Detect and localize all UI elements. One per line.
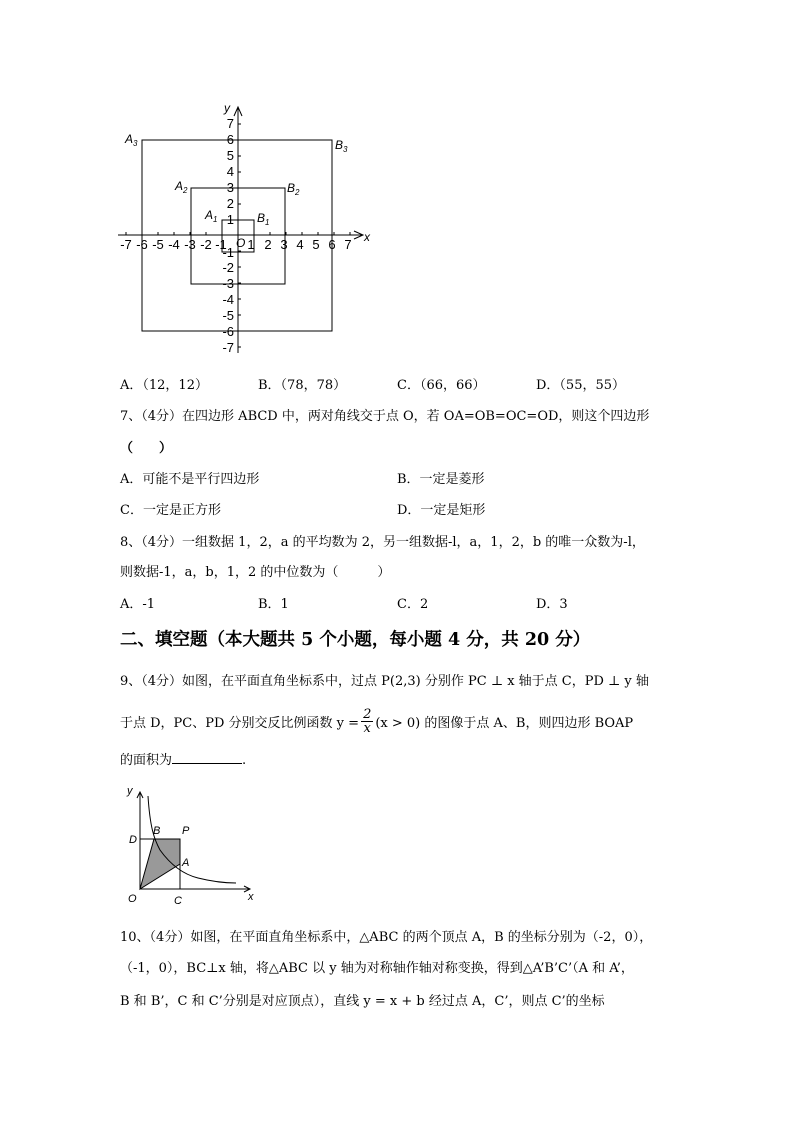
q6-option-a: A．（12，12） [120, 378, 208, 393]
y-tick-label: -1 [222, 245, 234, 260]
q9-stem: 9、（4分）如图，在平面直角坐标系中，过点 P(2,3) 分别作 PC ⊥ x 轴于点 C，PD ⊥ y 轴 [120, 674, 649, 689]
x-tick-label: -3 [184, 237, 196, 252]
section-heading-fill-in: 二、填空题（本大题共 5 个小题，每小题 4 分，共 20 分） [120, 630, 591, 650]
q7-option-c: C．一定是正方形 [120, 503, 221, 518]
q10-stem: 10、（4分）如图，在平面直角坐标系中，△ABC 的两个顶点 A，B 的坐标分别为（-2，0）， [120, 930, 653, 945]
q10-stem-continued: （-1，0），BC⊥x 轴，将△ABC 以 y 轴为对称轴作轴对称变换，得到△A’B’C’（A 和 A’， [120, 961, 634, 976]
x-tick-label: 6 [328, 237, 336, 252]
x-tick-label: -4 [168, 237, 180, 252]
x-tick-label: 2 [264, 237, 272, 252]
fraction-denominator: x [363, 721, 371, 736]
answer-blank[interactable] [172, 751, 242, 764]
y-tick-label: -7 [222, 340, 234, 355]
point-o-label: O [128, 893, 137, 905]
q9-text-c: 的面积为 [120, 753, 173, 768]
q9-stem-continued [120, 708, 633, 735]
q7-option-b: B．一定是菱形 [397, 472, 485, 487]
y-axis-label: y [127, 785, 133, 797]
y-axis-label: y [224, 101, 230, 115]
vertex-a3-label: $A_3$ [125, 132, 138, 148]
q7-option-d: D．一定是矩形 [397, 503, 486, 518]
x-tick-label: -7 [120, 237, 132, 252]
vertex-a1-label: $A_1$ [205, 208, 218, 224]
squares-coordinate-figure [110, 100, 380, 360]
y-tick-label: -4 [222, 292, 234, 307]
q6-option-c: C．（66，66） [397, 378, 486, 393]
q7-option-a: A．可能不是平行四边形 [120, 472, 260, 487]
y-tick-label: 1 [226, 212, 234, 227]
y-tick-label: 6 [226, 132, 234, 147]
shaded-quadrilateral-boap [140, 839, 180, 889]
x-tick-label: -6 [136, 237, 148, 252]
q6-option-b: B．（78，78） [258, 378, 347, 393]
vertex-b2-label: $B_2$ [287, 181, 300, 197]
point-c-label: C [174, 895, 182, 907]
q9-text-end: . [242, 753, 247, 768]
q8-option-d: D．3 [536, 597, 568, 612]
y-tick-label: 5 [226, 148, 234, 163]
q8-option-c: C．2 [397, 597, 429, 612]
vertex-b3-label: $B_3$ [335, 138, 348, 154]
x-tick-label: -5 [152, 237, 164, 252]
q9-text-a: 于点 D，PC、PD 分别交反比例函数 y = [120, 716, 360, 731]
vertex-b1-label: $B_1$ [257, 211, 270, 227]
q8-option-a: A．-1 [120, 597, 156, 612]
q6-option-d: D．（55，55） [536, 378, 626, 393]
q8-option-b: B．1 [258, 597, 289, 612]
y-tick-label: 4 [226, 164, 234, 179]
y-tick-label: -6 [222, 324, 234, 339]
x-tick-label: 4 [296, 237, 304, 252]
x-tick-label: 1 [247, 237, 255, 252]
x-tick-label: 7 [344, 237, 352, 252]
x-axis-label: x [364, 230, 370, 244]
q9-answer-line [120, 749, 246, 768]
q9-text-b: (x > 0) 的图像于点 A、B，则四边形 BOAP [375, 716, 634, 731]
q8-stem: 8、（4分）一组数据 1，2，a 的平均数为 2，另一组数据-l，a，1，2，b 的唯一众数为-l， [120, 535, 645, 550]
y-tick-label: 2 [226, 196, 234, 211]
point-a-label: A [182, 857, 190, 869]
point-b-label: B [153, 825, 161, 837]
x-tick-label: -1 [215, 237, 227, 252]
fraction [361, 708, 373, 735]
point-d-label: D [129, 834, 137, 846]
x-axis-label: x [248, 891, 254, 903]
q7-stem: 7、（4分）在四边形 ABCD 中，两对角线交于点 O，若 OA=OB=OC=OD，则这个四边形 [120, 409, 650, 424]
q8-stem-continued: 则数据-1，a，b，1，2 的中位数为（ ） [120, 565, 391, 580]
x-tick-label: -2 [200, 237, 212, 252]
x-tick-label: 3 [280, 237, 288, 252]
y-tick-label: -3 [222, 276, 234, 291]
vertex-a2-label: $A_2$ [175, 179, 188, 195]
hyperbola-figure [118, 782, 258, 910]
y-tick-label: 7 [226, 116, 234, 131]
q7-answer-bracket: （ ） [120, 441, 173, 456]
y-tick-label: -2 [222, 260, 234, 275]
x-tick-label: 5 [312, 237, 320, 252]
q10-stem-continued-2: B 和 B’，C 和 C’分别是对应顶点），直线 y = x + b 经过点 A，C’，则点 C’的坐标 [120, 994, 605, 1009]
y-tick-label: -5 [222, 308, 234, 323]
point-p-label: P [182, 825, 190, 837]
y-tick-label: 3 [226, 180, 234, 195]
fraction-numerator: 2 [363, 707, 372, 722]
origin-label: O [236, 236, 246, 250]
